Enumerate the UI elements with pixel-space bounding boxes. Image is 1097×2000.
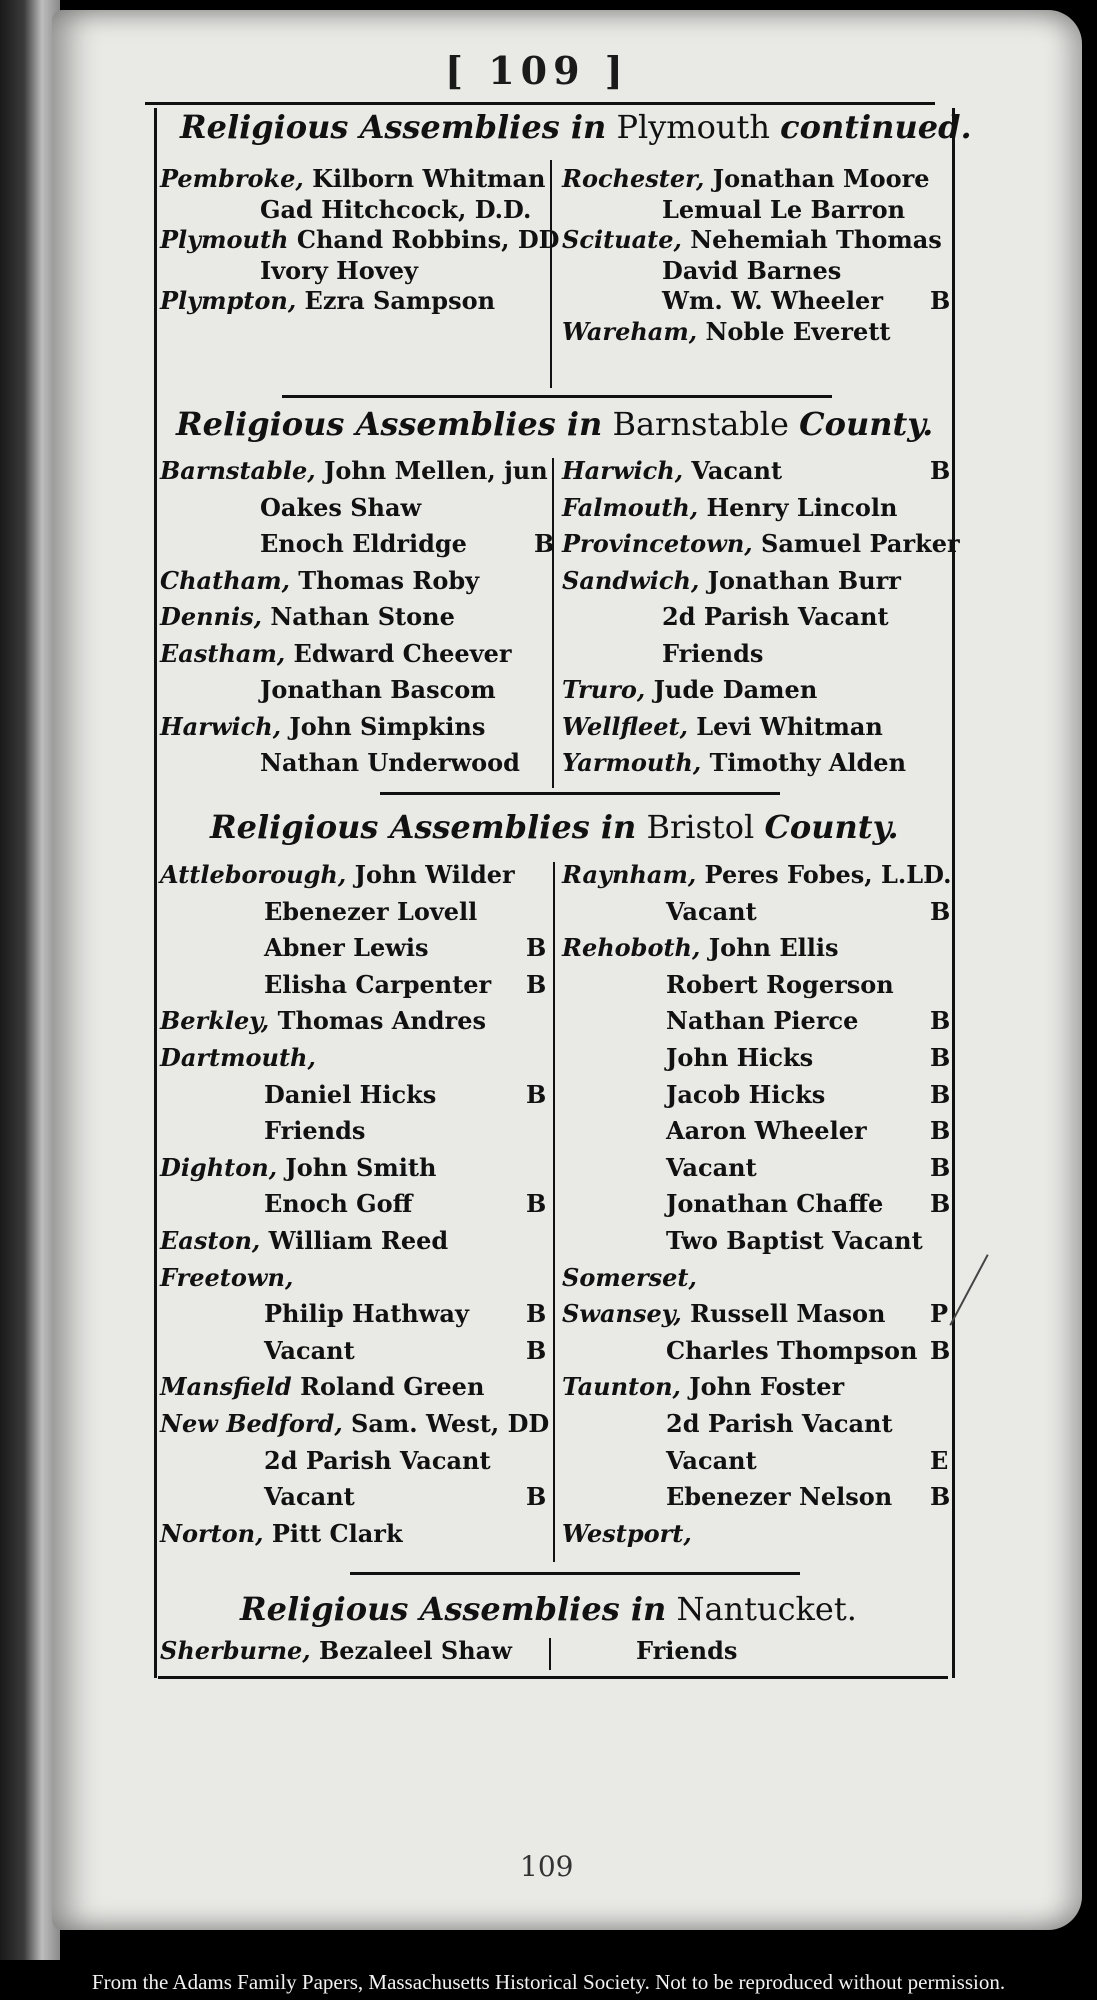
list-item [562, 1263, 697, 1292]
heading-italic: Religious Assemblies in [210, 808, 637, 846]
separator-rule [282, 395, 832, 398]
heading-bristol [210, 808, 899, 846]
minister-name: Philip Hathway [264, 1299, 469, 1329]
minister-name: Jonathan Burr [707, 565, 901, 595]
town-name: Norton, [160, 1518, 272, 1548]
minister-name: Jonathan Chaffe [666, 1189, 884, 1219]
list-item [160, 566, 479, 595]
list-item [260, 675, 496, 704]
list-item [160, 1636, 512, 1665]
town-name: Freetown, [160, 1262, 294, 1292]
minister-name: Oakes Shaw [260, 492, 422, 522]
list-item [264, 1482, 355, 1511]
town-name: Harwich, [160, 711, 290, 741]
frame-left-rule [154, 108, 157, 1678]
minister-name: Roland Green [300, 1372, 485, 1402]
heading-barnstable [176, 405, 933, 443]
list-item [662, 286, 883, 315]
list-item [562, 675, 817, 704]
denomination-mark: B [930, 1006, 951, 1036]
list-item [160, 1006, 486, 1035]
list-item [160, 1226, 448, 1255]
copyright-footer: From the Adams Family Papers, Massachusetts Historical Society. Not to be reproduced without permission. [0, 1964, 1097, 2000]
list-item [160, 1519, 403, 1548]
frame-bottom-rule [158, 1676, 948, 1679]
heading-suffix: County. [764, 808, 899, 846]
minister-name: Daniel Hicks [264, 1079, 437, 1109]
town-name: Plymouth [160, 225, 297, 254]
minister-name: Thomas Roby [298, 565, 480, 595]
list-item [666, 897, 757, 926]
minister-name: Jonathan Moore [712, 164, 930, 193]
list-item [160, 1043, 316, 1072]
minister-name: Noble Everett [705, 316, 891, 346]
minister-name: Ezra Sampson [304, 286, 496, 315]
list-item [562, 1372, 844, 1401]
list-item [662, 639, 763, 668]
list-item [562, 712, 883, 741]
list-item [666, 1043, 813, 1072]
list-item [160, 164, 545, 193]
minister-name: Jacob Hicks [666, 1079, 826, 1109]
list-item [160, 225, 559, 254]
column-separator [553, 862, 555, 1562]
list-item [260, 493, 421, 522]
list-item [160, 1409, 549, 1438]
minister-name: Robert Rogerson [666, 969, 894, 999]
list-item [264, 1336, 355, 1365]
list-item [264, 1299, 469, 1328]
list-item [160, 860, 515, 889]
minister-name: Pitt Clark [271, 1518, 403, 1548]
denomination-mark: B [526, 1482, 547, 1512]
minister-name: 2d Parish Vacant [662, 602, 889, 631]
town-name: Chatham, [160, 565, 299, 595]
minister-name: David Barnes [662, 255, 842, 285]
list-item [666, 970, 894, 999]
heading-italic: Religious Assemblies in [180, 108, 607, 146]
minister-name: Enoch Goff [264, 1189, 413, 1219]
minister-name: Samuel Parker [761, 529, 960, 558]
denomination-mark: P [930, 1299, 949, 1329]
page-number-bottom: 109 [520, 1850, 574, 1883]
town-name: Raynham, [562, 860, 705, 889]
list-item [562, 317, 891, 346]
heading-place: Nantucket. [676, 1590, 857, 1628]
minister-name: Russell Mason [690, 1299, 886, 1329]
minister-name: Timothy Alden [709, 748, 907, 777]
list-item [264, 1116, 365, 1145]
denomination-mark: B [526, 1335, 547, 1365]
list-item [160, 602, 455, 631]
minister-name: Vacant [264, 1482, 355, 1512]
minister-name: Aaron Wheeler [666, 1116, 867, 1146]
denomination-mark: B [526, 933, 547, 963]
town-name: Truro, [562, 675, 654, 704]
denomination-mark: B [930, 456, 951, 485]
minister-name: Henry Lincoln [706, 492, 898, 522]
minister-name: Peres Fobes, L.LD. [704, 860, 952, 889]
list-item [662, 195, 905, 224]
minister-name: Ivory Hovey [260, 255, 418, 285]
minister-name: Friends [264, 1116, 366, 1146]
town-name: Swansey, [562, 1299, 691, 1329]
list-item [562, 493, 897, 522]
list-item [260, 195, 531, 224]
column-separator [550, 160, 552, 388]
denomination-mark: B [930, 1152, 951, 1182]
town-name: Provincetown, [562, 529, 762, 558]
minister-name: Nathan Pierce [666, 1006, 859, 1036]
list-item [666, 1153, 757, 1182]
town-name: Easton, [160, 1226, 269, 1255]
minister-name: Friends [662, 638, 764, 668]
list-item [562, 225, 942, 254]
list-item [160, 1153, 436, 1182]
list-item [662, 256, 841, 285]
minister-name: John Wilder [354, 860, 515, 889]
list-item [562, 164, 930, 193]
minister-name: John Hicks [666, 1043, 814, 1072]
list-item [562, 748, 906, 777]
minister-name: Thomas Andres [277, 1006, 486, 1036]
town-name: Yarmouth, [562, 748, 710, 777]
minister-name: Vacant [666, 1445, 757, 1475]
list-item [666, 1116, 867, 1145]
heading-italic: Religious Assemblies in [240, 1590, 667, 1628]
list-item [160, 712, 485, 741]
list-item [260, 256, 418, 285]
minister-name: Edward Cheever [293, 638, 512, 668]
minister-name: Ebenezer Lovell [264, 896, 478, 926]
minister-name: Friends [636, 1636, 738, 1665]
minister-name: 2d Parish Vacant [264, 1445, 491, 1475]
minister-name: Nathan Underwood [260, 748, 520, 777]
denomination-mark: B [526, 969, 547, 999]
town-name: Scituate, [562, 225, 691, 254]
town-name: Mansfield [160, 1372, 301, 1402]
list-item [562, 1299, 886, 1328]
denomination-mark: B [930, 1043, 951, 1072]
minister-name: Two Baptist Vacant [666, 1226, 923, 1255]
list-item [260, 748, 520, 777]
denomination-mark: B [930, 1335, 951, 1365]
town-name: New Bedford, [160, 1409, 352, 1438]
minister-name: Jude Damen [653, 675, 818, 704]
minister-name: Elisha Carpenter [264, 969, 492, 999]
heading-plymouth [180, 108, 972, 146]
town-name: Wareham, [562, 316, 706, 346]
page-number-top: [ 109 ] [445, 48, 629, 93]
denomination-mark: B [534, 529, 555, 558]
list-item [260, 529, 467, 558]
list-item [666, 1226, 923, 1255]
denomination-mark: B [526, 1299, 547, 1329]
town-name: Eastham, [160, 638, 294, 668]
denomination-mark: B [930, 1116, 951, 1146]
heading-italic: Religious Assemblies in [176, 405, 603, 443]
town-name: Rehoboth, [562, 933, 709, 963]
minister-name: Nathan Stone [270, 602, 455, 631]
denomination-mark: B [930, 896, 951, 926]
list-item [666, 1006, 858, 1035]
town-name: Dighton, [160, 1152, 286, 1182]
minister-name: Jonathan Bascom [260, 675, 496, 704]
town-name: Dartmouth, [160, 1043, 316, 1072]
heading-place: Plymouth [616, 108, 770, 146]
minister-name: Vacant [666, 1152, 757, 1182]
list-item [264, 1446, 491, 1475]
minister-name: Wm. W. Wheeler [662, 286, 883, 315]
minister-name: Abner Lewis [264, 933, 429, 963]
frame-right-rule [952, 108, 955, 1678]
town-name: Westport, [562, 1518, 692, 1548]
list-item [666, 1446, 757, 1475]
town-name: Harwich, [562, 456, 692, 485]
list-item [160, 639, 512, 668]
minister-name: Nehemiah Thomas [690, 225, 942, 254]
minister-name: Lemual Le Barron [662, 194, 906, 224]
column-separator [549, 1638, 551, 1670]
minister-name: Gad Hitchcock, D.D. [260, 194, 532, 224]
minister-name: Chand Robbins, DD [296, 225, 560, 254]
list-item [666, 1080, 825, 1109]
denomination-mark: B [930, 1189, 951, 1219]
minister-name: Vacant [691, 456, 783, 485]
minister-name: Charles Thompson [666, 1335, 918, 1365]
list-item [662, 602, 889, 631]
heading-suffix: continued. [780, 108, 972, 146]
list-item [264, 933, 429, 962]
list-item [636, 1636, 737, 1665]
column-separator [552, 458, 554, 788]
minister-name: Vacant [666, 896, 757, 926]
list-item [562, 1519, 692, 1548]
minister-name: Bezaleel Shaw [319, 1636, 512, 1665]
minister-name: 2d Parish Vacant [666, 1409, 893, 1438]
list-item [562, 933, 839, 962]
list-item [666, 1409, 893, 1438]
minister-name: Enoch Eldridge [260, 529, 467, 558]
denomination-mark: E [930, 1445, 949, 1475]
minister-name: Ebenezer Nelson [666, 1482, 893, 1512]
list-item [666, 1336, 917, 1365]
town-name: Wellfleet, [562, 711, 697, 741]
list-item [562, 529, 960, 558]
denomination-mark: B [526, 1079, 547, 1109]
heading-suffix: County. [799, 405, 934, 443]
separator-rule [380, 792, 780, 795]
minister-name: John Simpkins [289, 711, 486, 741]
town-name: Dennis, [160, 602, 271, 631]
heading-place: Bristol [646, 808, 755, 846]
list-item [160, 1372, 484, 1401]
town-name: Attleborough, [160, 860, 355, 889]
list-item [264, 897, 477, 926]
town-name: Sandwich, [562, 565, 708, 595]
list-item [666, 1189, 883, 1218]
town-name: Barnstable, [160, 456, 324, 485]
list-item [666, 1482, 892, 1511]
minister-name: Sam. West, DD [351, 1409, 550, 1438]
list-item [264, 970, 491, 999]
denomination-mark: B [930, 1079, 951, 1109]
denomination-mark: B [526, 1189, 547, 1219]
denomination-mark: B [930, 286, 951, 315]
denomination-mark: B [930, 1482, 951, 1512]
heading-nantucket [240, 1590, 857, 1628]
heading-place: Barnstable [612, 405, 789, 443]
town-name: Berkley, [160, 1006, 278, 1036]
list-item [264, 1080, 436, 1109]
book-spine [0, 0, 60, 1960]
town-name: Rochester, [562, 164, 713, 193]
minister-name: Kilborn Whitman [312, 164, 546, 193]
list-item [562, 456, 782, 485]
minister-name: Levi Whitman [696, 711, 883, 741]
list-item [264, 1189, 412, 1218]
town-name: Taunton, [562, 1372, 690, 1402]
town-name: Falmouth, [562, 492, 707, 522]
town-name: Pembroke, [160, 164, 313, 193]
minister-name: John Smith [285, 1152, 437, 1182]
list-item [562, 860, 951, 889]
list-item [160, 286, 495, 315]
town-name: Plympton, [160, 286, 305, 315]
town-name: Sherburne, [160, 1636, 319, 1665]
minister-name: Vacant [264, 1335, 355, 1365]
list-item [160, 456, 548, 485]
list-item [562, 566, 901, 595]
top-rule [145, 102, 935, 105]
list-item [160, 1263, 293, 1292]
minister-name: John Mellen, jun [323, 456, 548, 485]
minister-name: John Foster [689, 1372, 845, 1402]
minister-name: William Reed [268, 1226, 449, 1255]
minister-name: John Ellis [708, 933, 839, 963]
separator-rule [350, 1572, 800, 1575]
town-name: Somerset, [562, 1262, 697, 1292]
